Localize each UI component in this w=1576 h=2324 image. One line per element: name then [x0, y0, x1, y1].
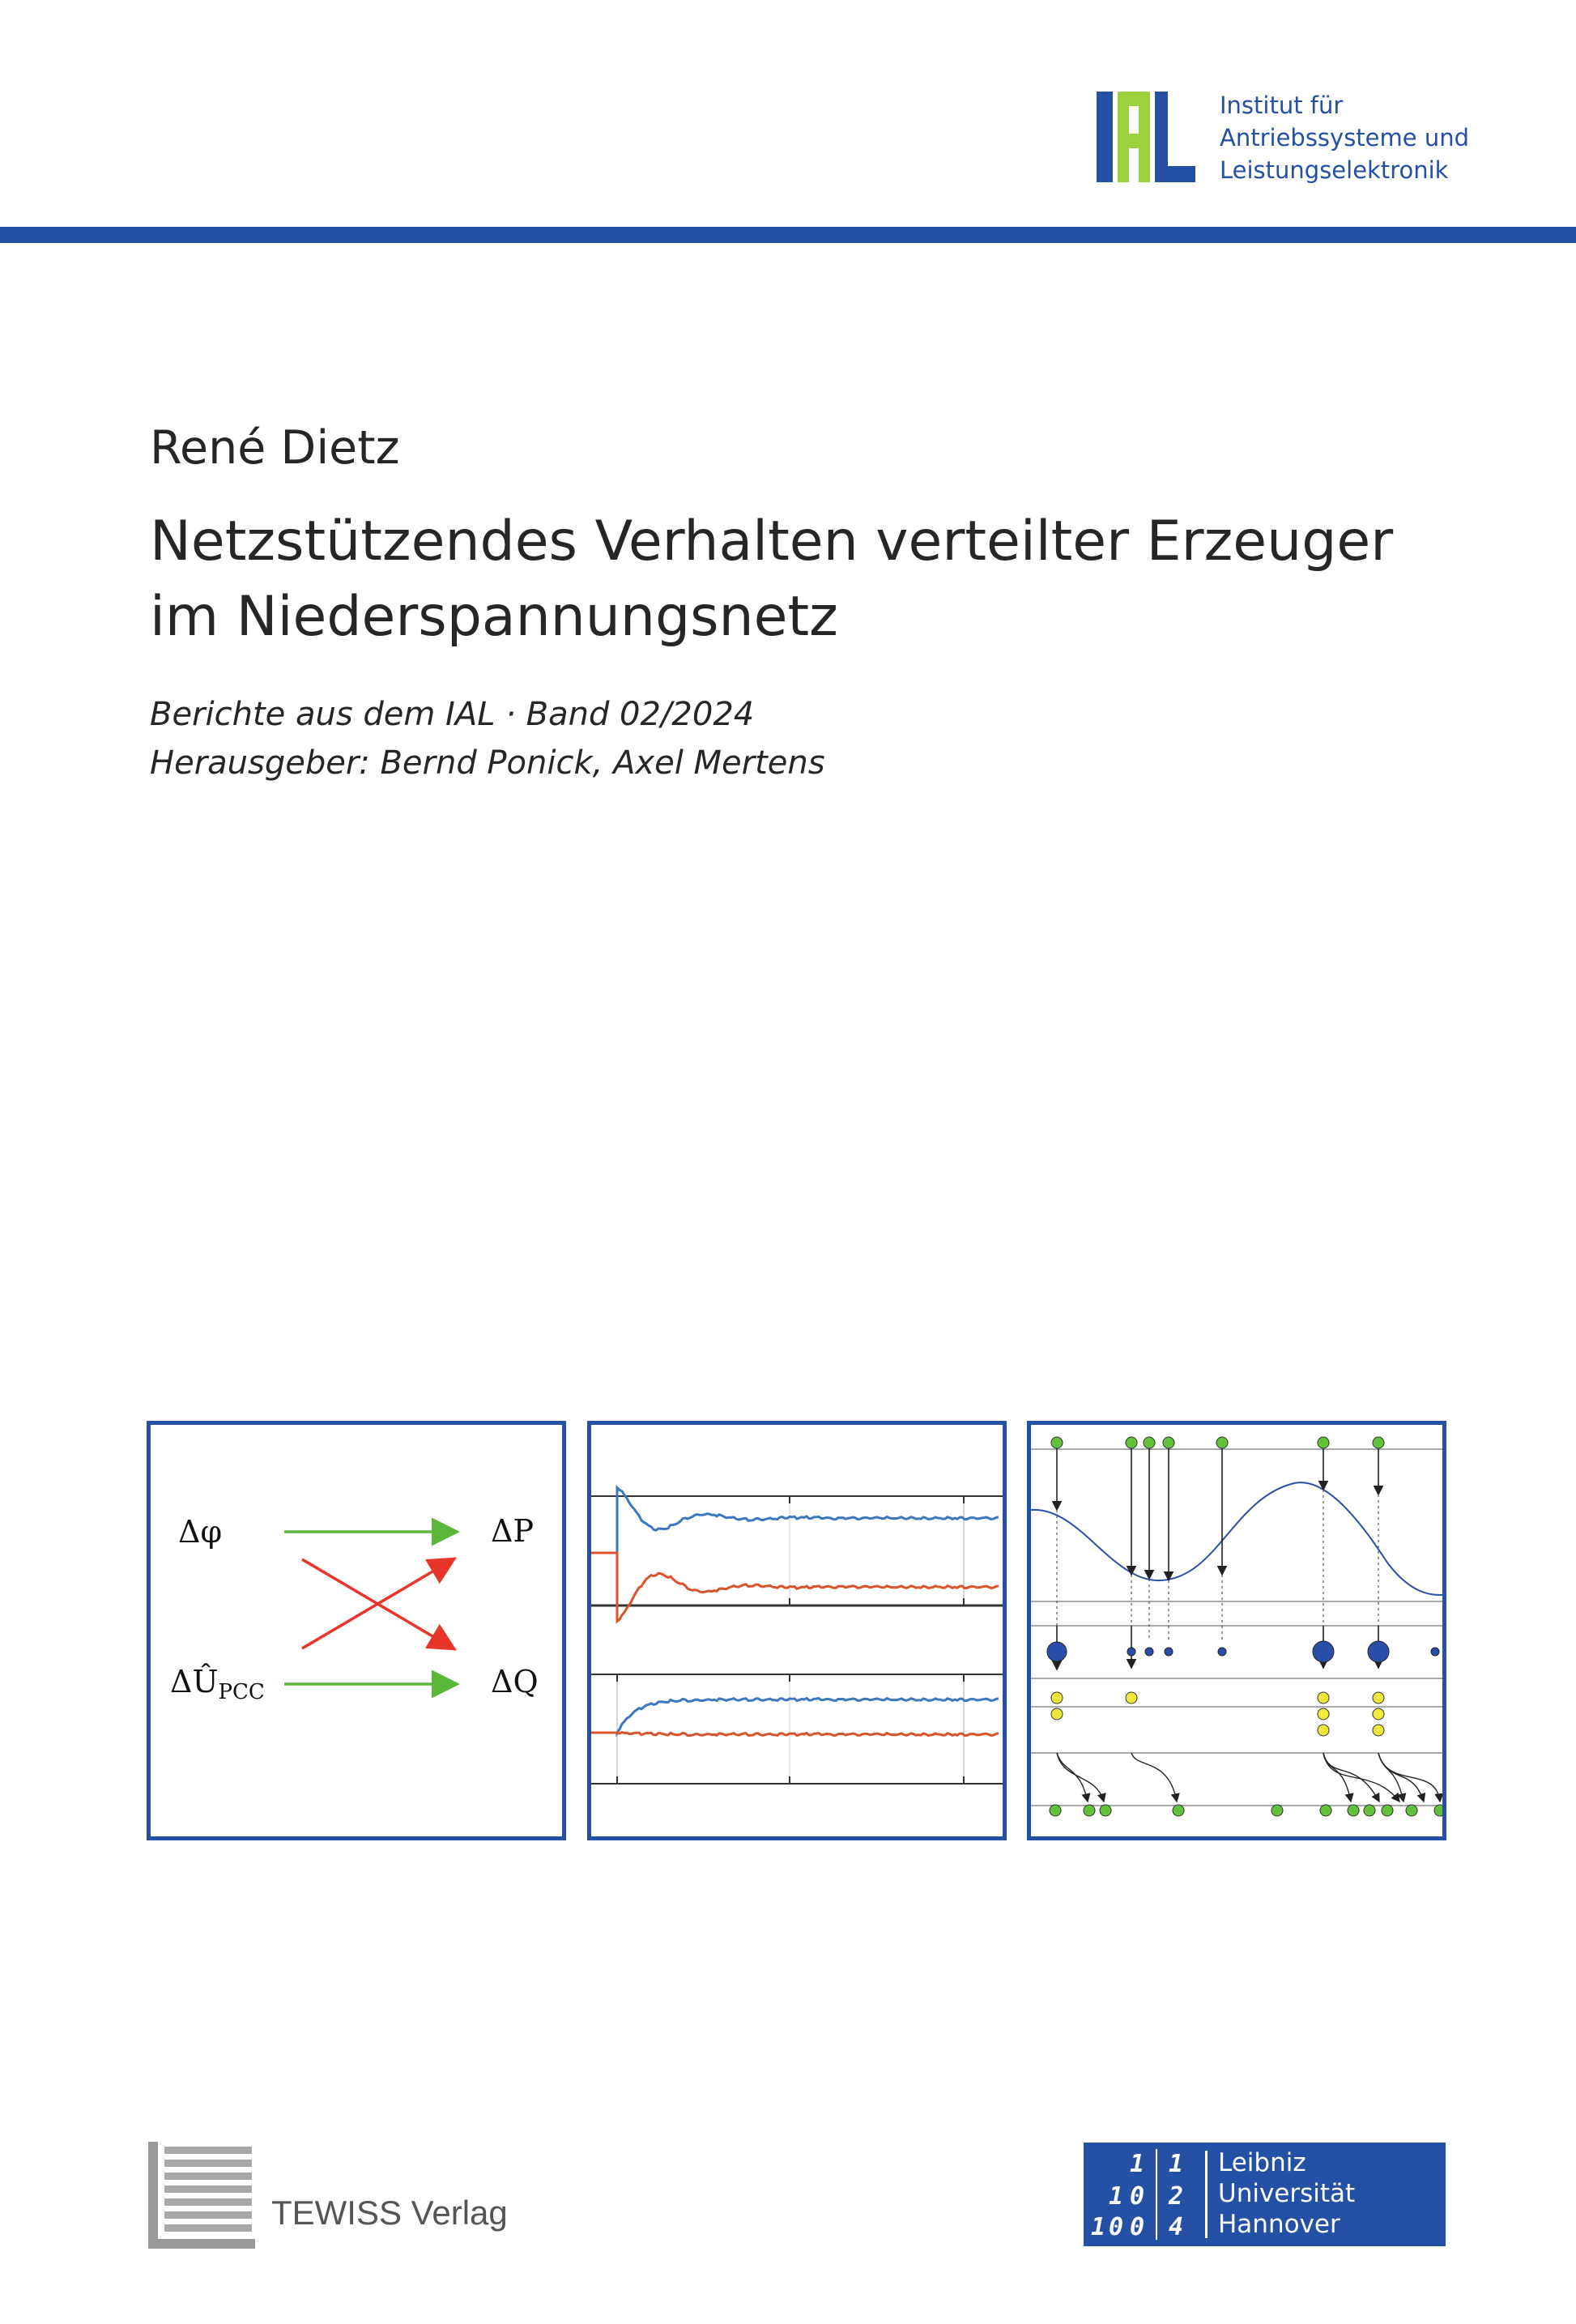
- input-delta-phi: Δφ: [178, 1514, 223, 1550]
- luh-digit: 2: [1168, 2182, 1184, 2211]
- weight-node: [1047, 1642, 1067, 1661]
- spawn-arrow: [1131, 1753, 1177, 1802]
- output-delta-p: ΔP: [491, 1513, 535, 1549]
- step-response-plots: [591, 1425, 1003, 1836]
- upper-plot: [591, 1488, 1003, 1622]
- editors-line: Herausgeber: Bernd Ponick, Axel Mertens: [150, 744, 825, 782]
- top-node: [1126, 1437, 1137, 1448]
- university-line-2: Universität: [1218, 2179, 1356, 2208]
- luh-digit: 1: [1108, 2182, 1124, 2211]
- weight-node: [1368, 1641, 1389, 1662]
- spawn-arrow: [1378, 1753, 1403, 1802]
- bottom-node: [1406, 1805, 1417, 1816]
- bottom-node: [1050, 1805, 1061, 1816]
- upper-red-trace: [591, 1553, 999, 1622]
- spawn-arrow: [1323, 1753, 1399, 1802]
- event-diagram: [1031, 1425, 1442, 1836]
- top-node: [1163, 1437, 1174, 1448]
- spawn-arrow: [1323, 1753, 1351, 1802]
- resample-node: [1373, 1692, 1384, 1704]
- book-title: Netzstützendes Verhalten verteilter Erzeuger im Niederspannungsnetz: [150, 510, 1394, 649]
- event-diagram-panel: [1027, 1421, 1446, 1840]
- bottom-node: [1100, 1805, 1111, 1816]
- spawn-arrow: [1378, 1753, 1440, 1802]
- bottom-node: [1271, 1805, 1283, 1816]
- luh-digit: 4: [1168, 2213, 1184, 2241]
- resample-node: [1318, 1725, 1329, 1736]
- university-name: [1218, 2147, 1355, 2240]
- ial-logo: [1097, 92, 1195, 182]
- weight-node: [1127, 1648, 1135, 1656]
- luh-logo: [1084, 2143, 1446, 2246]
- luh-separator: [1205, 2151, 1208, 2238]
- input-delta-u: [170, 1664, 265, 1704]
- event-diagram-arrows: [1057, 1444, 1440, 1802]
- output-delta-q: ΔQ: [491, 1664, 539, 1699]
- resample-node: [1051, 1692, 1063, 1704]
- luh-digit: 1: [1168, 2150, 1184, 2178]
- luh-digit: 1: [1129, 2150, 1145, 2178]
- resample-node: [1051, 1708, 1063, 1720]
- weight-node: [1165, 1648, 1173, 1656]
- event-diagram-curve: [1031, 1482, 1442, 1595]
- institute-line-2: Antriebssysteme und: [1220, 124, 1469, 151]
- event-diagram-rails: [1031, 1449, 1442, 1806]
- resample-node: [1318, 1708, 1329, 1720]
- institute-line-3: Leistungselektronik: [1220, 156, 1449, 184]
- luh-digit: 0: [1108, 2213, 1124, 2241]
- resample-node: [1373, 1725, 1384, 1736]
- upper-blue-trace: [591, 1488, 999, 1554]
- tewiss-logo: [148, 2142, 255, 2249]
- bottom-node: [1348, 1805, 1359, 1816]
- series-info: [150, 690, 825, 787]
- lower-blue-trace: [591, 1698, 999, 1733]
- top-node: [1373, 1437, 1384, 1448]
- weight-node: [1218, 1648, 1226, 1656]
- lower-red-trace: [591, 1733, 999, 1736]
- luh-digit-mark: [1084, 2143, 1202, 2246]
- value-curve: [1031, 1482, 1442, 1595]
- lower-plot: [591, 1674, 1003, 1784]
- resample-node: [1373, 1708, 1384, 1720]
- luh-digit: 1: [1090, 2213, 1106, 2241]
- coupling-diagram: [151, 1425, 562, 1836]
- resample-node: [1126, 1692, 1137, 1704]
- institute-line-1: Institut für: [1220, 92, 1344, 119]
- author-name: René Dietz: [150, 421, 400, 475]
- step-response-panel: [587, 1421, 1007, 1840]
- bottom-node: [1173, 1805, 1184, 1816]
- top-node: [1051, 1437, 1063, 1448]
- bottom-node: [1084, 1805, 1095, 1816]
- input-delta-u-symbol: ΔÛ: [170, 1664, 219, 1699]
- resample-node: [1318, 1692, 1329, 1704]
- top-node: [1318, 1437, 1329, 1448]
- series-line: Berichte aus dem IAL · Band 02/2024: [150, 696, 755, 733]
- spawn-arrow: [1057, 1753, 1104, 1802]
- university-line-1: Leibniz: [1218, 2148, 1306, 2177]
- luh-digit: 0: [1129, 2213, 1145, 2241]
- weight-node: [1431, 1648, 1439, 1656]
- publisher-name: TEWISS Verlag: [271, 2194, 508, 2232]
- spawn-arrow: [1057, 1753, 1088, 1802]
- weight-node: [1313, 1641, 1334, 1662]
- input-delta-u-subscript: PCC: [218, 1680, 265, 1704]
- bottom-node: [1364, 1805, 1375, 1816]
- bottom-node: [1320, 1805, 1331, 1816]
- header-rule: [0, 227, 1576, 243]
- weight-node: [1145, 1648, 1153, 1656]
- bottom-node: [1434, 1805, 1442, 1816]
- spawn-arrow: [1378, 1753, 1424, 1802]
- event-diagram-nodes: [1047, 1437, 1442, 1816]
- institute-name: [1220, 89, 1469, 186]
- luh-digit: 0: [1129, 2182, 1145, 2211]
- top-node: [1216, 1437, 1228, 1448]
- university-line-3: Hannover: [1218, 2210, 1340, 2239]
- top-node: [1144, 1437, 1155, 1448]
- bottom-node: [1382, 1805, 1393, 1816]
- coupling-diagram-panel: [147, 1421, 566, 1840]
